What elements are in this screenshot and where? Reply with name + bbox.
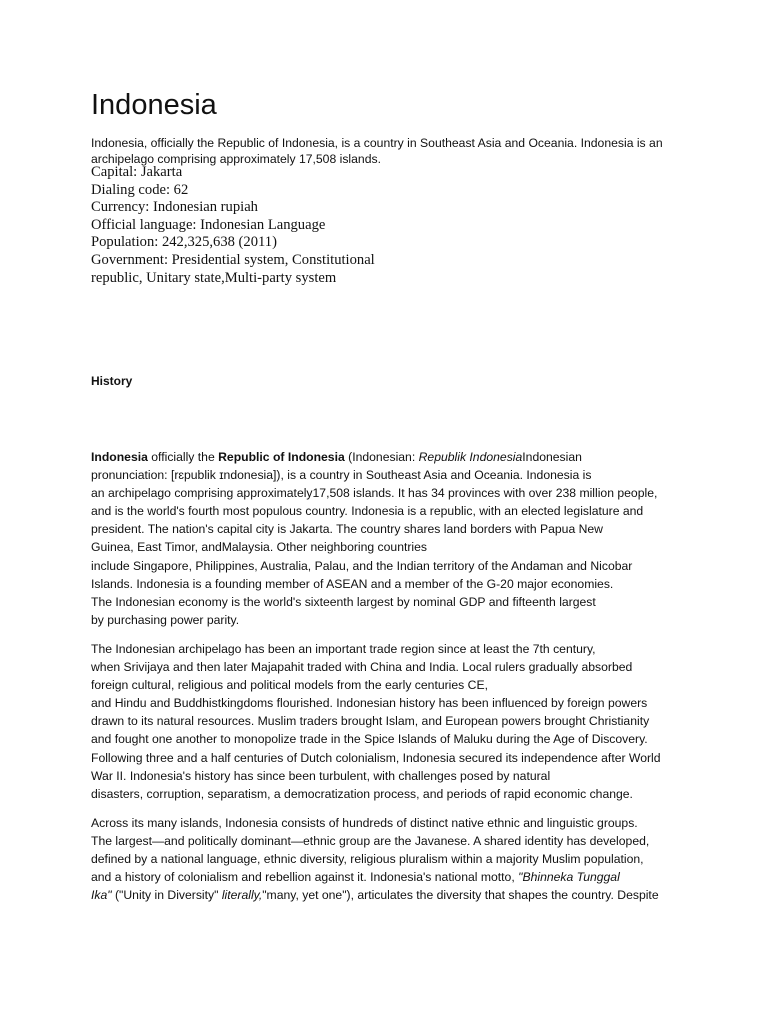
fact-dialing-code: Dialing code: 62 bbox=[91, 181, 189, 198]
text-line: when Srivijaya and then later Majapahit traded with China and India. Local rulers gradually absorbed bbox=[91, 660, 633, 675]
italic-text: Republik Indonesia bbox=[418, 450, 523, 464]
fact-capital: Capital: Jakarta bbox=[91, 164, 183, 180]
text-line: The largest—and politically dominant—ethnic group are the Javanese. A shared identity has developed, bbox=[91, 833, 650, 848]
intro-summary: Indonesia, officially the Republic of Indonesia, is a country in Southeast Asia and Oceania. Indonesia is an archipelago comprising approximately 17,508 islands. bbox=[91, 136, 663, 166]
text-line bbox=[91, 868, 691, 886]
text-line: and fought one another to monopolize trade in the Spice Islands of Maluku during the Age of Discovery. bbox=[91, 732, 648, 747]
history-body bbox=[91, 448, 691, 915]
text-run: ("Unity in Diversity" bbox=[111, 888, 222, 903]
text-line: and Hindu and Buddhistkingdoms flourished. Indonesian history has been influenced by foreign powers bbox=[91, 696, 648, 711]
paragraph-overview bbox=[91, 448, 691, 629]
text-run: officially the bbox=[147, 450, 219, 464]
fact-official-language: Official language: Indonesian Language bbox=[91, 216, 326, 233]
text-line: an archipelago comprising approximately17,508 islands. It has 34 provinces with over 238 million people, bbox=[91, 486, 658, 501]
italic-text: literally, bbox=[221, 888, 263, 903]
text-line: and is the world's fourth most populous country. Indonesia is a republic, with an elected legislature and bbox=[91, 504, 644, 519]
fact-population: Population: 242,325,638 (2011) bbox=[91, 234, 277, 251]
text-run: Indonesian bbox=[522, 450, 582, 464]
text-line: Guinea, East Timor, andMalaysia. Other neighboring countries bbox=[91, 540, 428, 555]
text-line: disasters, corruption, separatism, a democratization process, and periods of rapid economic change. bbox=[91, 786, 633, 801]
paragraph-ethnic-groups bbox=[91, 814, 691, 904]
fact-currency: Currency: Indonesian rupiah bbox=[91, 199, 258, 216]
fact-government-continued: republic, Unitary state,Multi-party system bbox=[91, 269, 337, 286]
text-line: The Indonesian economy is the world's sixteenth largest by nominal GDP and fifteenth largest bbox=[91, 594, 596, 609]
facts-list bbox=[91, 164, 411, 287]
text-line: include Singapore, Philippines, Australia, Palau, and the Indian territory of the Andaman and Nicobar bbox=[91, 558, 633, 573]
text-line: drawn to its natural resources. Muslim traders brought Islam, and European powers brought Christianity bbox=[91, 714, 650, 729]
text-line: by purchasing power parity. bbox=[91, 612, 240, 627]
text-run: and a history of colonialism and rebellion against it. Indonesia's national motto, bbox=[91, 870, 519, 885]
text-line: War II. Indonesia's history has since been turbulent, with challenges posed by natural bbox=[91, 768, 551, 783]
text-line: defined by a national language, ethnic diversity, religious pluralism within a majority Muslim population, bbox=[91, 851, 644, 866]
text-line: pronunciation: [rɛpublik ɪndonesia]), is a country in Southeast Asia and Oceania. Indonesia is bbox=[91, 468, 592, 483]
paragraph-history bbox=[91, 640, 691, 803]
text-run: (Indonesian: bbox=[344, 450, 419, 464]
history-heading: History bbox=[91, 374, 133, 388]
text-line: foreign cultural, religious and political models from the early centuries CE, bbox=[91, 678, 488, 693]
page-title: Indonesia bbox=[91, 89, 217, 121]
text-run: "many, yet one"), articulates the diversity that shapes the country. Despite bbox=[262, 888, 659, 903]
text-line bbox=[91, 886, 691, 904]
text-line: Across its many islands, Indonesia consists of hundreds of distinct native ethnic and linguistic groups. bbox=[91, 815, 638, 830]
italic-text: Ika" bbox=[91, 888, 112, 903]
text-line: Following three and a half centuries of Dutch colonialism, Indonesia secured its independence after World bbox=[91, 750, 661, 765]
bold-text: Republic of Indonesia bbox=[218, 450, 345, 464]
fact-government: Government: Presidential system, Constitutional bbox=[91, 251, 375, 268]
text-line: Islands. Indonesia is a founding member of ASEAN and a member of the G-20 major economies. bbox=[91, 576, 614, 591]
text-line: The Indonesian archipelago has been an important trade region since at least the 7th century, bbox=[91, 641, 596, 656]
text-line bbox=[91, 448, 691, 466]
bold-text: Indonesia bbox=[91, 450, 148, 464]
italic-text: "Bhinneka Tunggal bbox=[518, 870, 620, 885]
text-line: president. The nation's capital city is Jakarta. The country shares land borders with Papua New bbox=[91, 522, 603, 537]
